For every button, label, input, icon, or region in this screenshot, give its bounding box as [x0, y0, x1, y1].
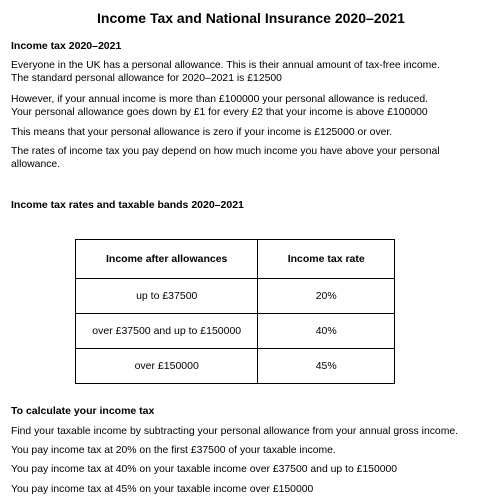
paragraph-line: Everyone in the UK has a personal allowance. This is their annual amount of tax-free income.: [11, 60, 440, 71]
paragraph-line: The rates of income tax you pay depend on how much income you have above your personal: [11, 146, 440, 157]
tax-bands-table: [75, 239, 395, 384]
table-cell-rate: 45%: [258, 349, 395, 384]
paragraph-line: Your personal allowance goes down by £1 for every £2 that your income is above £100000: [11, 106, 428, 118]
paragraph-allowance-reduction: [11, 94, 496, 119]
document-title: Income Tax and National Insurance 2020–2021: [97, 10, 405, 26]
table-row: [76, 314, 395, 349]
table-cell-rate: 40%: [258, 314, 395, 349]
table-cell-income: over £37500 and up to £150000: [76, 314, 258, 349]
instruction-line: You pay income tax at 40% on your taxable income over £37500 and up to £150000: [11, 464, 398, 475]
column-header-income: Income after allowances: [76, 240, 258, 279]
instruction-line: You pay income tax at 45% on your taxable income over £150000: [11, 484, 314, 495]
section-heading-tax-bands: Income tax rates and taxable bands 2020–2021: [11, 199, 244, 211]
table-row: [76, 349, 395, 384]
paragraph-personal-allowance: [11, 60, 496, 85]
instruction-line: Find your taxable income by subtracting your personal allowance from your annual gross income.: [11, 426, 459, 437]
table-cell-income: up to £37500: [76, 279, 258, 314]
paragraph-zero-allowance: [11, 127, 496, 140]
table-cell-income: over £150000: [76, 349, 258, 384]
paragraph-line: This means that your personal allowance is zero if your income is £125000 or over.: [11, 127, 393, 138]
column-header-rate: Income tax rate: [258, 240, 395, 279]
paragraph-rates-depend: [11, 146, 496, 171]
table-header-row: [76, 240, 395, 279]
table-cell-rate: 20%: [258, 279, 395, 314]
section-heading-income-tax: Income tax 2020–2021: [11, 40, 122, 52]
paragraph-line: The standard personal allowance for 2020–2021 is £12500: [11, 72, 282, 84]
paragraph-line: However, if your annual income is more than £100000 your personal allowance is reduced.: [11, 94, 429, 105]
paragraph-line: allowance.: [11, 158, 61, 170]
section-heading-calculate: To calculate your income tax: [11, 405, 155, 417]
instruction-line: You pay income tax at 20% on the first £37500 of your taxable income.: [11, 445, 336, 456]
table-row: [76, 279, 395, 314]
